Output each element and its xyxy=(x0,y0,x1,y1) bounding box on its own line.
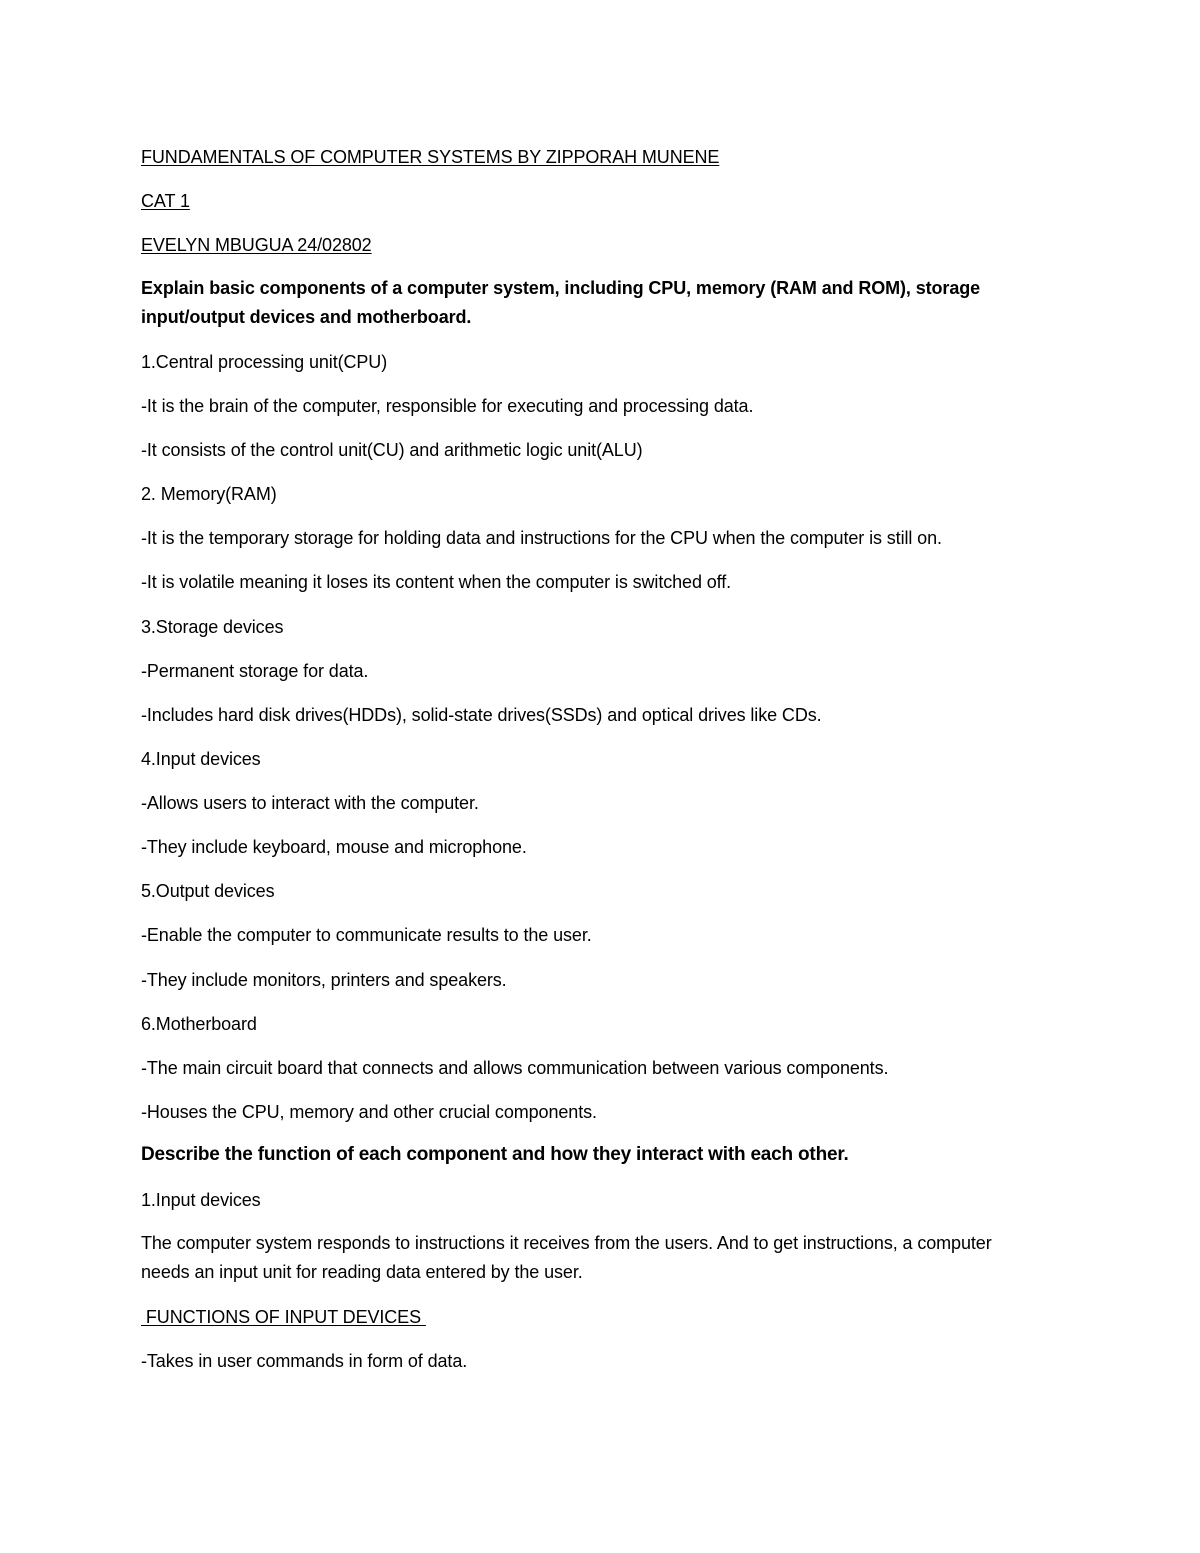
list-item: -It consists of the control unit(CU) and arithmetic logic unit(ALU) xyxy=(141,440,643,460)
functions-heading: FUNCTIONS OF INPUT DEVICES xyxy=(141,1307,426,1327)
list-item: 1.Central processing unit(CPU) xyxy=(141,352,388,372)
list-item: -It is the temporary storage for holding data and instructions for the CPU when the computer is still on. xyxy=(141,528,942,548)
cat-label: CAT 1 xyxy=(141,191,190,211)
list-item: -They include keyboard, mouse and microphone. xyxy=(141,837,527,857)
student-name-id: EVELYN MBUGUA 24/02802 xyxy=(141,235,372,255)
list-item: 5.Output devices xyxy=(141,881,275,901)
list-item: 3.Storage devices xyxy=(141,617,284,637)
list-item: -Allows users to interact with the computer. xyxy=(141,793,479,813)
list-item: -They include monitors, printers and speakers. xyxy=(141,970,507,990)
section1-heading: Explain basic components of a computer system, including CPU, memory (RAM and ROM), storage input/output devices and motherboard. xyxy=(141,278,981,327)
section2-heading: Describe the function of each component and how they interact with each other. xyxy=(141,1144,849,1165)
list-item: -It is volatile meaning it loses its content when the computer is switched off. xyxy=(141,572,732,592)
list-item: 4.Input devices xyxy=(141,749,261,769)
input-devices-paragraph: The computer system responds to instructions it receives from the users. And to get instructions, a computer needs an input unit for reading data entered by the user. xyxy=(141,1233,992,1282)
list-item: 1.Input devices xyxy=(141,1190,261,1210)
list-item: -Takes in user commands in form of data. xyxy=(141,1351,468,1371)
list-item: -It is the brain of the computer, responsible for executing and processing data. xyxy=(141,396,754,416)
list-item: -The main circuit board that connects and allows communication between various components. xyxy=(141,1058,889,1078)
list-item: 2. Memory(RAM) xyxy=(141,484,277,504)
list-item: -Permanent storage for data. xyxy=(141,661,369,681)
document-title: FUNDAMENTALS OF COMPUTER SYSTEMS BY ZIPPORAH MUNENE xyxy=(141,147,720,167)
list-item: 6.Motherboard xyxy=(141,1014,257,1034)
list-item: -Enable the computer to communicate results to the user. xyxy=(141,925,592,945)
list-item: -Includes hard disk drives(HDDs), solid-state drives(SSDs) and optical drives like CDs. xyxy=(141,705,822,725)
list-item: -Houses the CPU, memory and other crucial components. xyxy=(141,1102,597,1122)
